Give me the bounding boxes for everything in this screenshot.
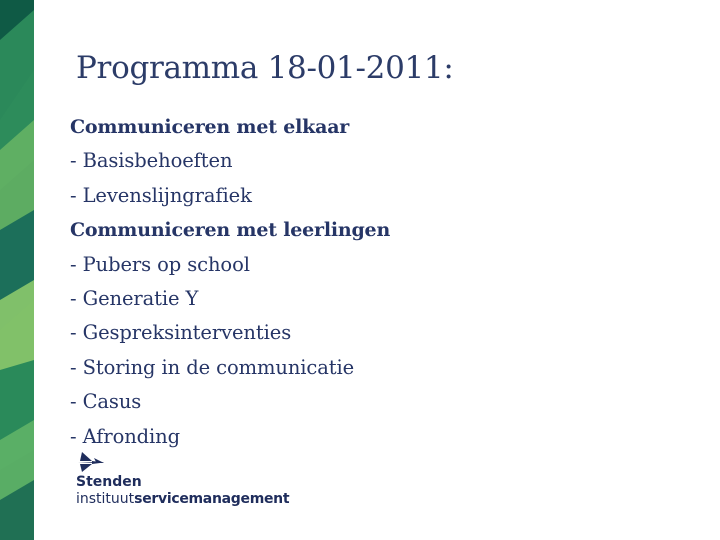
agenda-heading: Communiceren met elkaar: [70, 116, 350, 138]
logo-subline-prefix: instituut: [76, 491, 135, 507]
slide-title: Programma 18-01-2011:: [76, 50, 454, 86]
logo-name: Stenden: [76, 474, 142, 490]
agenda-subitem: - Gespreksinterventies: [70, 321, 292, 345]
agenda-heading: Communiceren met leerlingen: [70, 219, 391, 242]
agenda-subitem: - Levenslijngrafiek: [70, 183, 252, 207]
logo-subline-suffix: servicemanagement: [134, 491, 290, 507]
agenda-subitem: - Storing in de communicatie: [70, 355, 355, 379]
agenda-subitem: - Pubers op school: [70, 252, 250, 276]
swallow-arrow-icon: [76, 450, 106, 474]
agenda-subitem: - Casus: [70, 390, 142, 414]
logo-subline: [76, 491, 289, 507]
agenda-subitem: - Generatie Y: [70, 286, 199, 310]
agenda-subitem: - Basisbehoeften: [70, 149, 233, 173]
agenda-subitem: - Afronding: [70, 424, 181, 448]
decorative-side-band: [0, 0, 34, 540]
agenda-list: [70, 110, 390, 454]
